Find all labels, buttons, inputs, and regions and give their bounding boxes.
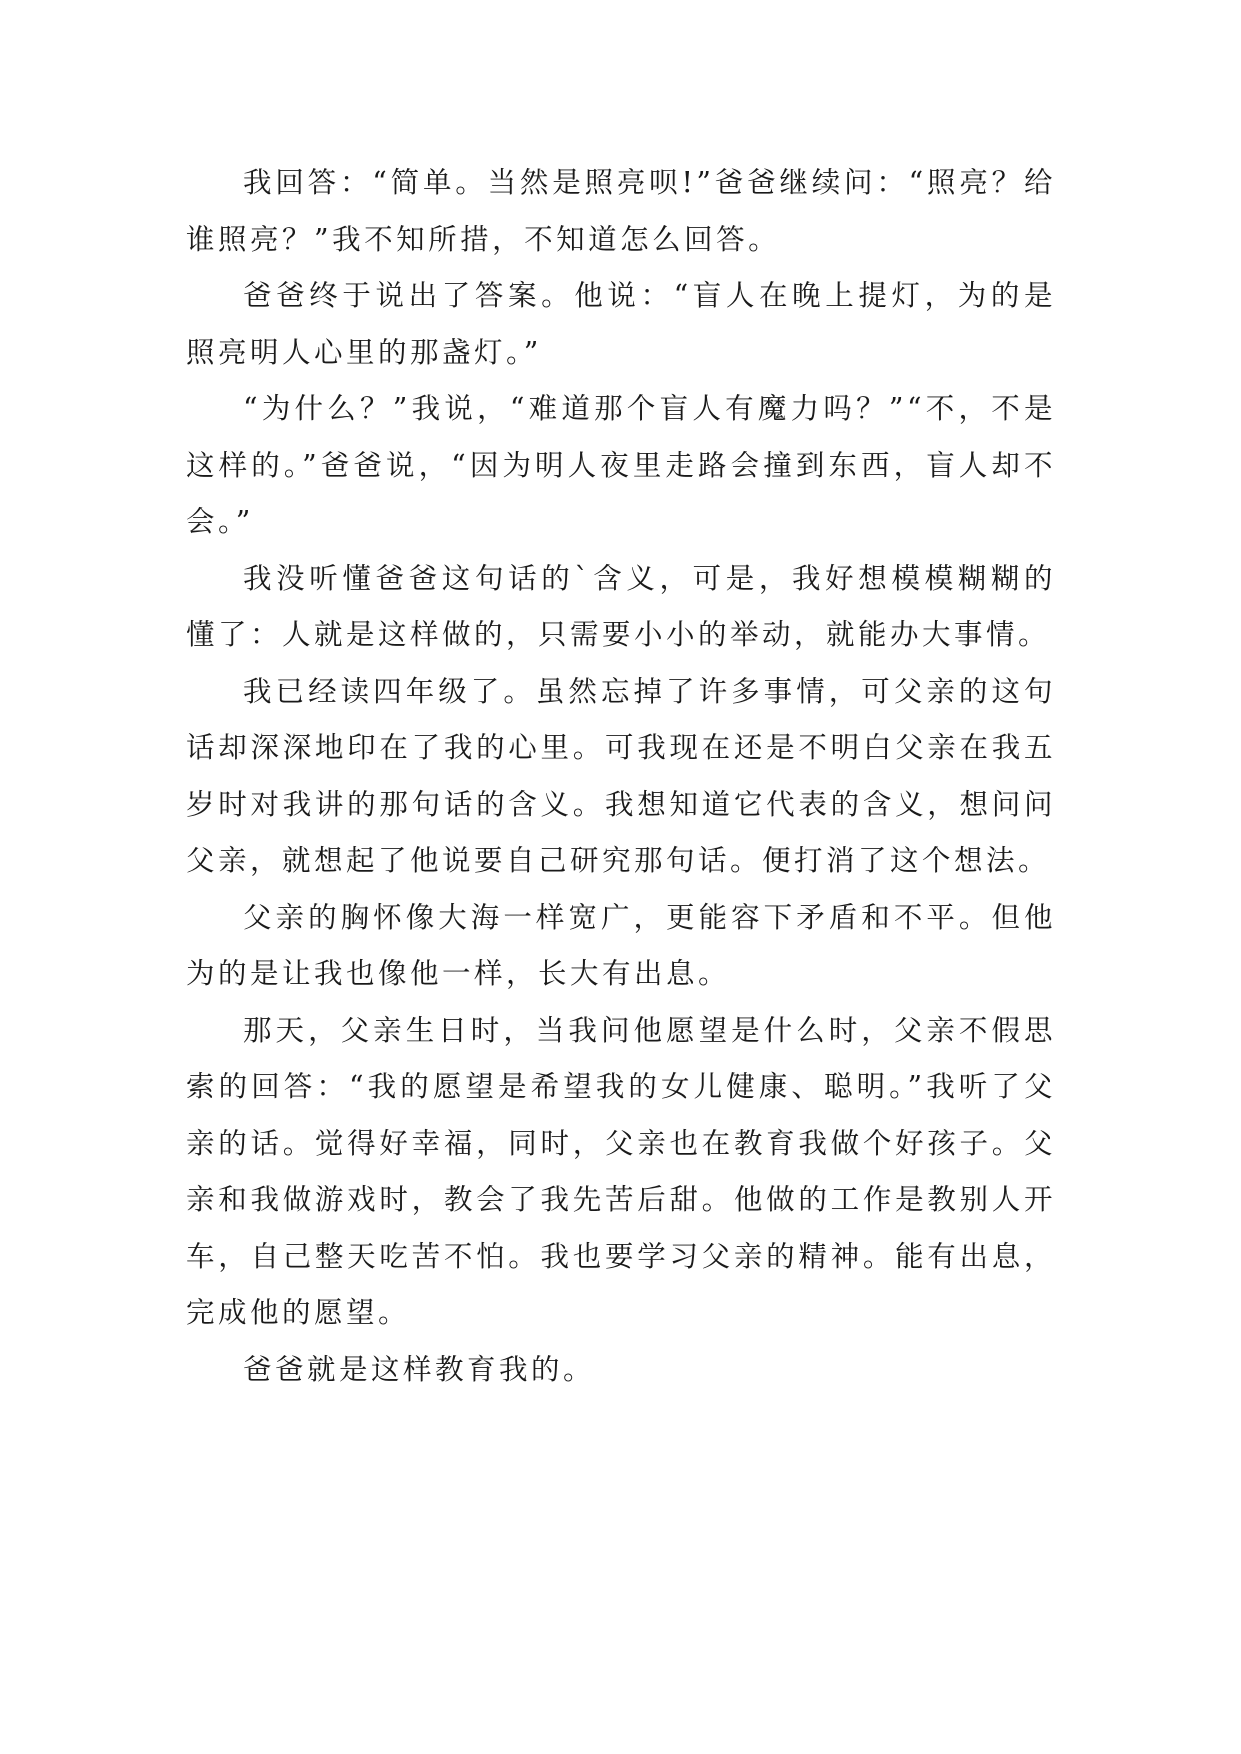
paragraph-6: 父亲的胸怀像大海一样宽广，更能容下矛盾和不平。但他为的是让我也像他一样，长大有出息。 xyxy=(186,900,1056,990)
paragraph-5: 我已经读四年级了。虽然忘掉了许多事情，可父亲的这句话却深深地印在了我的心里。可我现在还是不明白父亲在我五岁时对我讲的那句话的含义。我想知道它代表的含义，想问问父亲，就想起了他说要自己研究那句话。便打消了这个想法。 xyxy=(186,674,1056,877)
paragraph-2: 爸爸终于说出了答案。他说：“盲人在晚上提灯，为的是照亮明人心里的那盏灯。” xyxy=(186,279,1056,369)
document-body xyxy=(186,155,1056,1398)
paragraph-3: “为什么？”我说，“难道那个盲人有魔力吗？”“不，不是这样的。”爸爸说，“因为明人夜里走路会撞到东西，盲人却不会。” xyxy=(186,392,1056,538)
paragraph-8: 爸爸就是这样教育我的。 xyxy=(243,1352,596,1386)
paragraph-4: 我没听懂爸爸这句话的`含义，可是，我好想模模糊糊的懂了：人就是这样做的，只需要小小的举动，就能办大事情。 xyxy=(186,561,1056,651)
paragraph-7: 那天，父亲生日时，当我问他愿望是什么时，父亲不假思索的回答：“我的愿望是希望我的女儿健康、聪明。”我听了父亲的话。觉得好幸福，同时，父亲也在教育我做个好孩子。父亲和我做游戏时，教会了我先苦后甜。他做的工作是教别人开车，自己整天吃苦不怕。我也要学习父亲的精神。能有出息，完成他的愿望。 xyxy=(186,1013,1056,1329)
paragraph-1: 我回答：“简单。当然是照亮呗!”爸爸继续问：“照亮？给谁照亮？”我不知所措，不知道怎么回答。 xyxy=(186,166,1056,256)
